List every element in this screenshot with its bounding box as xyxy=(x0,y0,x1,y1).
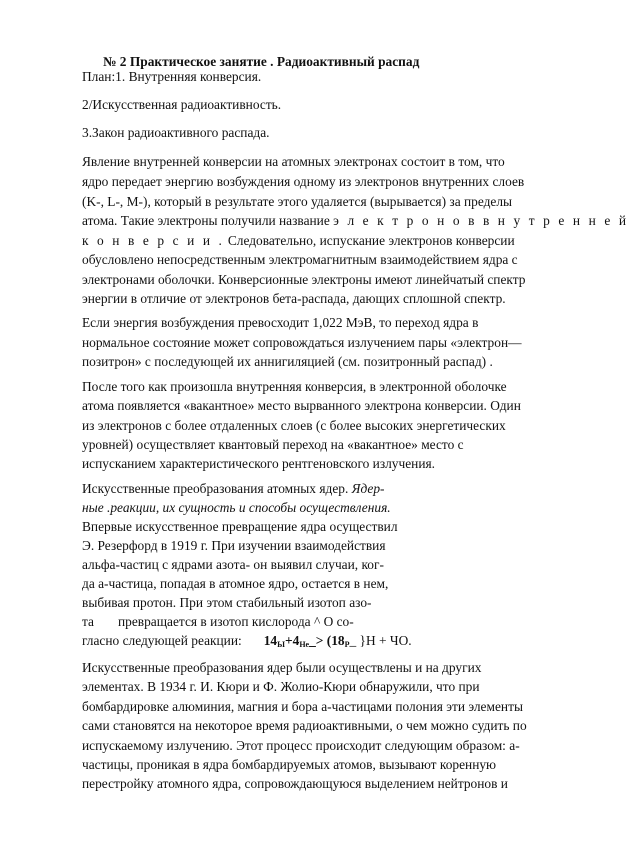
plan-item: 2/Искусственная радиоактивность. xyxy=(82,97,282,112)
paragraph-line: испускаемому излучению. Этот процесс происходит следующим образом: а- xyxy=(82,738,520,753)
paragraph-line: (K-, L-, M-), который в результате этого удаляется (вырывается) за пределы xyxy=(82,194,513,209)
plan-item: 3.Закон радиоактивного распада. xyxy=(82,125,270,140)
paragraph-line: испусканием характеристического рентгеновского излучения. xyxy=(82,456,436,471)
paragraph-line: электронами оболочки. Конверсионные электроны имеют линейчатый спектр xyxy=(82,272,526,287)
paragraph-line: обусловлено непосредственным электромагнитным взаимодействием ядра с xyxy=(82,252,518,267)
paragraph-line: После того как произошла внутренняя конверсия, в электронной оболочке xyxy=(82,379,507,394)
paragraph-line: атома появляется «вакантное» место вырванного электрона конверсии. Один xyxy=(82,398,521,413)
text-span: та xyxy=(82,614,94,629)
paragraph-line: позитрон» с последующей их аннигиляцией (см. позитронный распад) . xyxy=(82,354,493,369)
plan-item: План:1. Внутренняя конверсия. xyxy=(82,69,262,84)
formula-part: 14 xyxy=(263,633,278,648)
text-span: превращается в изотоп кислорода ^ О со- xyxy=(117,614,354,629)
text-span: атома. Такие электроны получили название xyxy=(82,213,330,228)
paragraph-line: Явление внутренней конверсии на атомных электронах состоит в том, что xyxy=(82,154,505,169)
paragraph-line xyxy=(82,614,354,630)
paragraph-line: сами становятся на некоторое время радиоактивными, о чем можно судить по xyxy=(82,718,527,733)
paragraph-line xyxy=(82,213,629,229)
text-span: Искусственные преобразования атомных ядер. xyxy=(82,481,349,496)
paragraph-line: уровней) осуществляет квантовый переход на «вакантное» место с xyxy=(82,437,464,452)
page-title: № 2 Практическое занятие . Радиоактивный распад xyxy=(103,54,420,69)
paragraph-line xyxy=(82,481,385,497)
formula-subscript: Не xyxy=(299,640,310,649)
reaction-formula xyxy=(264,633,350,648)
formula-part: +4 xyxy=(284,633,300,648)
paragraph-line: ные .реакции, их сущность и способы осуществления. xyxy=(82,500,391,515)
paragraph-line xyxy=(82,233,515,249)
formula-part: _> (18 xyxy=(309,633,345,648)
paragraph-line: энергии в отличие от электронов бета-распада, дающих сплошной спектр. xyxy=(82,291,506,306)
formula-subscript: Р xyxy=(344,640,350,649)
formula-part: _ }Н + ЧО. xyxy=(349,633,412,648)
paragraph-line: нормальное состояние может сопровождаться излучением пары «электрон— xyxy=(82,335,522,350)
paragraph-line: Если энергия возбуждения превосходит 1,022 МэВ, то переход ядра в xyxy=(82,315,479,330)
paragraph-line: Впервые искусственное превращение ядра осуществил xyxy=(82,519,398,534)
paragraph-line: перестройку атомного ядра, сопровождающуюся выделением нейтронов и xyxy=(82,776,508,791)
formula-subscript: Ы xyxy=(277,640,285,649)
paragraph-line: из электронов с более отдаленных слоев (с более высоких энергетических xyxy=(82,418,506,433)
reaction-line xyxy=(82,633,412,653)
paragraph-line: элементах. В 1934 г. И. Кюри и Ф. Жолио-Кюри обнаружили, что при xyxy=(82,679,480,694)
paragraph-line: Искусственные преобразования ядер были осуществлены и на других xyxy=(82,660,482,675)
paragraph-line: выбивая протон. При этом стабильный изотоп азо- xyxy=(82,595,372,610)
paragraph-line: частицы, проникая в ядра бомбардируемых атомов, вызывают коренную xyxy=(82,757,497,772)
text-span: Следовательно, испускание электронов конверсии xyxy=(224,233,515,248)
italic-span: Ядер- xyxy=(348,481,385,496)
paragraph-line: альфа-частиц с ядрами азота- он выявил случаи, ког- xyxy=(82,557,384,572)
paragraph-line: ядро передает энергию возбуждения одному из электронов внутренних слоев xyxy=(82,174,525,189)
paragraph-line: да а-частица, попадая в атомное ядро, остается в нем, xyxy=(82,576,389,591)
text-span: гласно следующей реакции: xyxy=(82,633,242,648)
term-span: э л е к т р о н о в в н у т р е н н е й xyxy=(333,213,629,228)
term-span: к о н в е р с и и . xyxy=(82,233,225,248)
paragraph-line: бомбардировке алюминия, магния и бора а-частицами полония эти элементы xyxy=(82,699,523,714)
paragraph-line: Э. Резерфорд в 1919 г. При изучении взаимодействия xyxy=(82,538,386,553)
